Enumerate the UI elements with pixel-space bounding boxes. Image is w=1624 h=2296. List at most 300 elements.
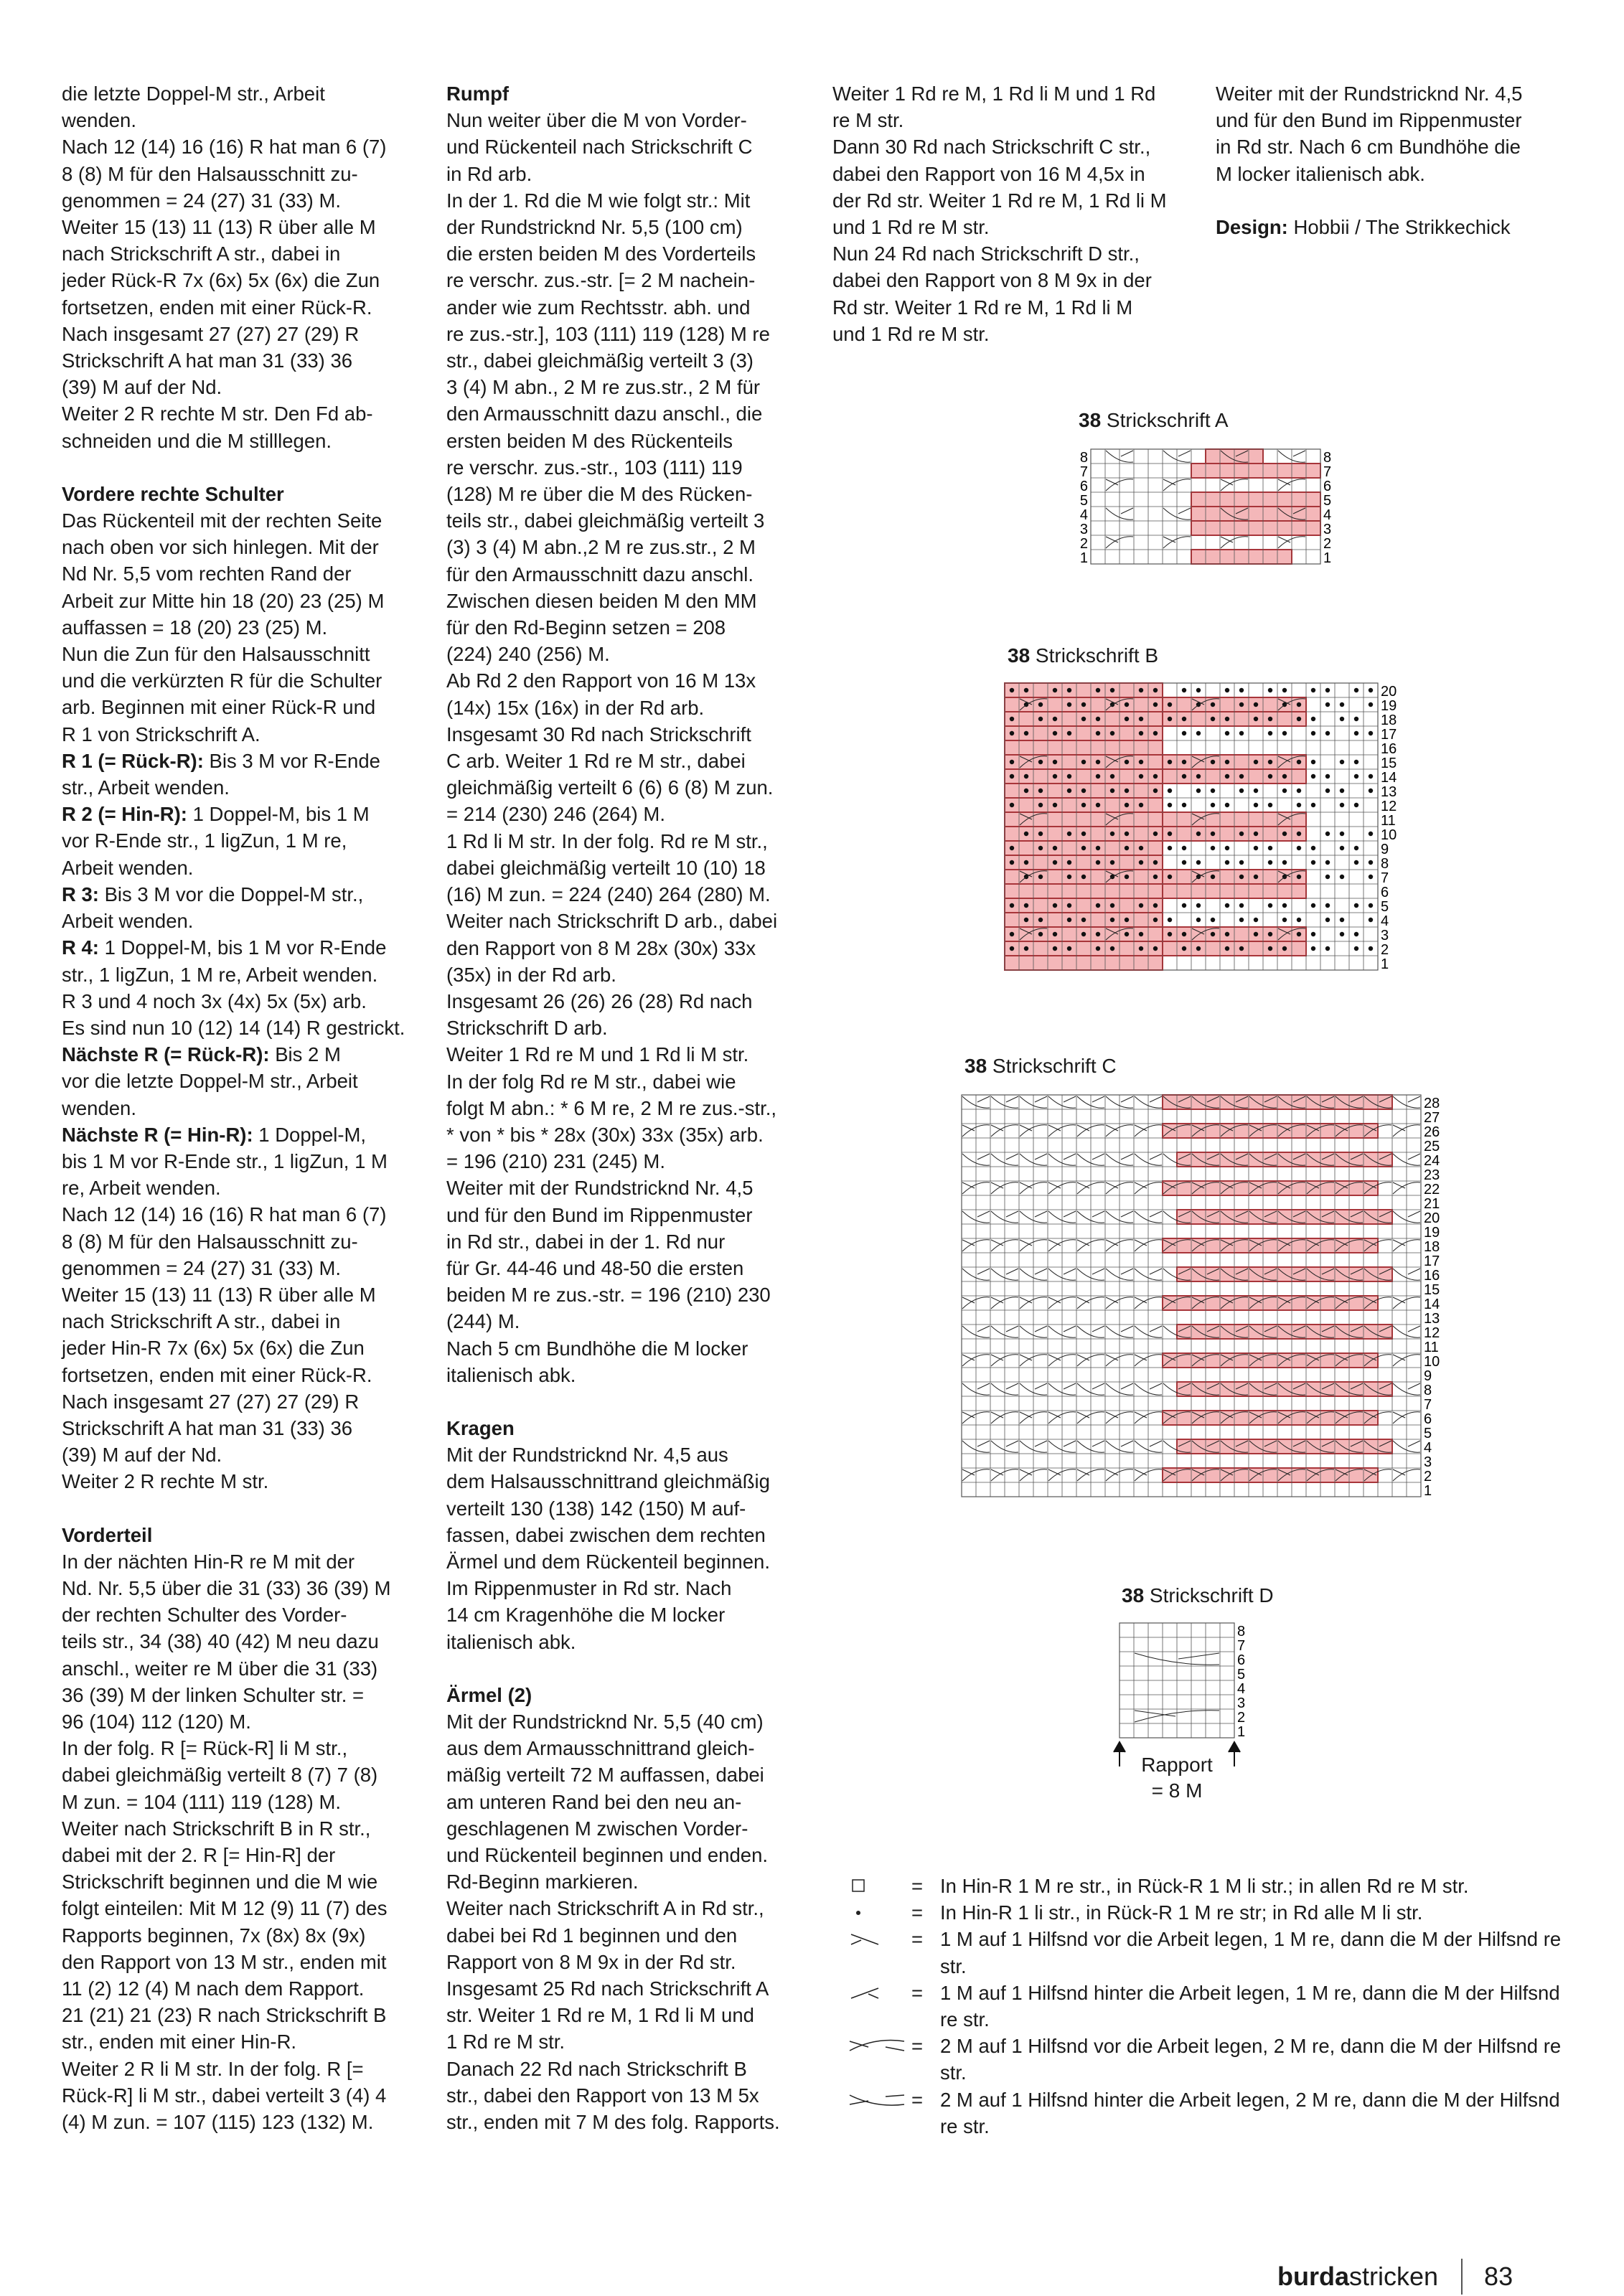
line-text: der rechten Schulter des Vorder- — [62, 1604, 347, 1627]
line-text: auffassen = 18 (20) 23 (25) M. — [62, 616, 328, 639]
line-text: und Rückenteil beginnen und enden. — [446, 1844, 769, 1866]
line-text: (16) M zun. = 224 (240) 264 (280) M. — [446, 883, 771, 906]
text-line — [446, 1895, 805, 1921]
row-number: 12 — [1424, 1325, 1440, 1341]
purl-dot — [1297, 789, 1301, 793]
brand-logo: burdastricken — [1277, 2262, 1439, 2291]
text-line — [62, 881, 421, 908]
purl-dot — [1153, 789, 1158, 793]
text-line — [62, 161, 421, 187]
row-number: 1 — [1323, 550, 1332, 566]
pattern-band — [1163, 1296, 1378, 1310]
text-line — [62, 534, 421, 560]
line-text: Mit der Rundstricknd Nr. 5,5 (40 cm) — [446, 1710, 764, 1733]
purl-dot — [1053, 903, 1057, 908]
line-text: den Rapport von 8 M 28x (30x) 33x — [446, 936, 756, 959]
text-line — [832, 107, 1191, 133]
purl-dot — [1139, 760, 1143, 764]
line-text: re verschr. zus.-str., 103 (111) 119 — [446, 456, 743, 479]
purl-dot — [1254, 875, 1258, 879]
purl-dot — [1024, 688, 1028, 692]
section-heading: Vordere rechte Schulter — [62, 482, 284, 505]
line-text: 1 Doppel-M, bis 1 M — [187, 803, 370, 826]
dot-icon — [847, 1899, 911, 1926]
line-text: folgt M abn.: * 6 M re, 2 M re zus.-str., — [446, 1096, 777, 1119]
purl-dot — [1211, 760, 1215, 764]
pattern-band — [1005, 956, 1163, 970]
purl-dot — [1254, 803, 1258, 807]
line-text: dabei gleichmäßig verteilt 8 (7) 7 (8) — [62, 1764, 378, 1787]
row-number: 2 — [1381, 942, 1389, 958]
line-text: geschlagenen M zwischen Vorder- — [446, 1817, 748, 1840]
text-line — [62, 1708, 421, 1735]
row-number: 7 — [1424, 1397, 1432, 1413]
text-column-2 — [446, 80, 805, 2135]
line-text: Arbeit zur Mitte hin 18 (20) 23 (25) M — [62, 589, 385, 612]
line-text: M zun. = 104 (111) 119 (128) M. — [62, 1790, 342, 1813]
purl-dot — [1038, 846, 1043, 850]
purl-dot — [1010, 688, 1014, 692]
row-number: 3 — [1079, 522, 1088, 537]
text-line — [62, 1175, 421, 1201]
strickschrift-d-chart — [1105, 1623, 1277, 1766]
purl-dot — [1340, 875, 1344, 879]
purl-dot — [1024, 946, 1028, 951]
pattern-band — [1191, 521, 1320, 535]
line-text: fortsetzen, enden mit einer Rück-R. — [62, 296, 372, 319]
legend-row — [847, 2086, 1564, 2140]
line-text: In der folg Rd re M str., dabei wie — [446, 1070, 736, 1093]
purl-dot — [1369, 875, 1373, 879]
text-line — [446, 667, 805, 694]
row-number: 8 — [1079, 450, 1088, 466]
line-text: in Rd arb. — [446, 162, 532, 185]
text-line — [62, 1388, 421, 1415]
purl-dot — [1354, 946, 1358, 951]
text-line — [62, 641, 421, 667]
line-text: 3 (4) M abn., 2 M re zus.str., 2 M für — [446, 376, 761, 399]
purl-dot — [1125, 875, 1129, 879]
line-text: schneiden und die M stilllegen. — [62, 429, 332, 452]
row-number: 16 — [1424, 1268, 1440, 1284]
purl-dot — [1354, 860, 1358, 865]
purl-dot — [1182, 946, 1186, 951]
row-number: 4 — [1424, 1440, 1432, 1456]
purl-dot — [1125, 846, 1129, 850]
purl-dot — [1081, 846, 1086, 850]
line-text: wenden. — [62, 109, 136, 132]
purl-dot — [1096, 731, 1100, 735]
purl-dot — [1196, 918, 1201, 922]
purl-dot — [1340, 760, 1344, 764]
row-number: 17 — [1381, 727, 1397, 743]
text-line — [446, 1015, 805, 1041]
row-number: 5 — [1424, 1426, 1432, 1441]
text-line — [1216, 80, 1574, 107]
line-text: (244) M. — [446, 1310, 520, 1333]
purl-dot — [1010, 774, 1014, 778]
purl-dot — [1053, 760, 1057, 764]
purl-dot — [1053, 688, 1057, 692]
purl-dot — [1282, 918, 1287, 922]
line-text: Strickschrift A hat man 31 (33) 36 — [62, 349, 353, 372]
line-text: 21 (21) 21 (23) R nach Strickschrift B — [62, 2004, 387, 2027]
text-line — [446, 561, 805, 588]
line-text: (3) 3 (4) M abn.,2 M re zus.str., 2 M — [446, 536, 756, 559]
text-line — [832, 294, 1191, 321]
purl-dot — [1110, 688, 1114, 692]
bold-lead: R 4: — [62, 936, 99, 959]
text-line — [446, 133, 805, 160]
line-text: für Gr. 44-46 und 48-50 die ersten — [446, 1256, 744, 1279]
purl-dot — [1139, 846, 1143, 850]
purl-dot — [1369, 774, 1373, 778]
purl-dot — [1096, 860, 1100, 865]
text-line — [446, 1548, 805, 1575]
text-line — [62, 507, 421, 534]
text-line — [62, 1922, 421, 1949]
text-line — [446, 1281, 805, 1308]
row-number: 1 — [1381, 956, 1389, 972]
row-number: 20 — [1424, 1210, 1440, 1226]
text-line — [62, 347, 421, 374]
text-line — [62, 1362, 421, 1388]
purl-dot — [1010, 903, 1014, 908]
purl-dot — [1038, 832, 1043, 836]
line-text: jeder Rück-R 7x (6x) 5x (6x) die Zun — [62, 269, 380, 292]
purl-dot — [1282, 946, 1287, 951]
purl-dot — [1024, 789, 1028, 793]
text-line — [446, 481, 805, 507]
text-line — [446, 428, 805, 454]
text-line — [62, 801, 421, 827]
purl-dot — [1325, 875, 1330, 879]
line-text: Arbeit wenden. — [62, 910, 194, 933]
text-line — [446, 240, 805, 267]
purl-dot — [1153, 860, 1158, 865]
line-text: genommen = 24 (27) 31 (33) M. — [62, 1256, 342, 1279]
text-line — [62, 694, 421, 720]
line-text: Nach insgesamt 27 (27) 27 (29) R — [62, 1390, 360, 1413]
line-text: Weiter mit der Rundstricknd Nr. 4,5 — [446, 1177, 754, 1200]
purl-dot — [1125, 932, 1129, 936]
line-text: Weiter 1 Rd re M und 1 Rd li M str. — [446, 1043, 749, 1066]
purl-dot — [1225, 760, 1229, 764]
purl-dot — [1282, 903, 1287, 908]
purl-dot — [1038, 717, 1043, 721]
line-text: str., enden mit 7 M des folg. Rapports. — [446, 2111, 780, 2134]
rapport-label — [1116, 1752, 1238, 1804]
line-text: str., Arbeit wenden. — [62, 776, 230, 799]
purl-dot — [1153, 918, 1158, 922]
row-number: 2 — [1079, 536, 1088, 552]
line-text: in Rd str., dabei in der 1. Rd nur — [446, 1230, 726, 1253]
purl-dot — [1182, 717, 1186, 721]
purl-dot — [1225, 717, 1229, 721]
row-number: 1 — [1424, 1483, 1432, 1499]
purl-dot — [1354, 903, 1358, 908]
row-number: 11 — [1381, 813, 1396, 829]
purl-dot — [1139, 731, 1143, 735]
text-column-4 — [1216, 80, 1574, 240]
purl-dot — [1125, 717, 1129, 721]
purl-dot — [1340, 803, 1344, 807]
purl-dot — [1067, 918, 1071, 922]
purl-dot — [1311, 717, 1315, 721]
text-line — [446, 347, 805, 374]
text-line — [446, 1068, 805, 1095]
text-column-3 — [832, 80, 1191, 347]
purl-dot — [1010, 717, 1014, 721]
line-text: den Rapport von 13 M str., enden mit — [62, 1950, 387, 1973]
purl-dot — [1369, 860, 1373, 865]
line-text: verteilt 130 (138) 142 (150) M auf- — [446, 1497, 746, 1520]
line-text: für den Armausschnitt dazu anschl. — [446, 563, 754, 585]
purl-dot — [1053, 717, 1057, 721]
row-number: 2 — [1424, 1469, 1432, 1485]
text-line — [446, 2082, 805, 2109]
line-text: str., enden mit einer Hin-R. — [62, 2031, 297, 2053]
rapport-line-1: Rapport — [1141, 1754, 1213, 1776]
row-number: 6 — [1079, 479, 1088, 494]
line-text: italienisch abk. — [446, 1363, 576, 1386]
line-text: vor R-Ende str., 1 ligZun, 1 M re, — [62, 829, 347, 852]
row-number: 17 — [1424, 1253, 1440, 1269]
purl-dot — [1340, 932, 1344, 936]
pattern-band — [1163, 1468, 1378, 1482]
purl-dot — [1225, 903, 1229, 908]
purl-dot — [1196, 688, 1201, 692]
line-text: M locker italienisch abk. — [1216, 162, 1425, 185]
row-number: 19 — [1381, 698, 1397, 714]
purl-dot — [1311, 846, 1315, 850]
legend-row — [847, 2033, 1564, 2086]
purl-dot — [1067, 860, 1071, 865]
text-column-1 — [62, 80, 421, 2135]
row-number: 9 — [1424, 1368, 1432, 1384]
line-text: Danach 22 Rd nach Strickschrift B — [446, 2057, 747, 2080]
text-line — [62, 1655, 421, 1682]
purl-dot — [1268, 760, 1272, 764]
purl-dot — [1239, 918, 1244, 922]
line-text: und 1 Rd re M str. — [832, 322, 990, 345]
purl-dot — [1067, 774, 1071, 778]
legend-text: 1 M auf 1 Hilfsnd hinter die Arbeit legen, 1 M re, dann die M der Hilfsnd re str. — [940, 1981, 1560, 2031]
text-line — [446, 1949, 805, 1975]
purl-dot — [1340, 702, 1344, 707]
row-number: 16 — [1381, 741, 1397, 757]
text-line — [62, 721, 421, 748]
purl-dot — [1067, 702, 1071, 707]
purl-dot — [1139, 946, 1143, 951]
row-number: 26 — [1424, 1124, 1440, 1140]
text-line — [62, 321, 421, 347]
pattern-band — [1163, 1238, 1378, 1253]
purl-dot — [1168, 702, 1172, 707]
line-text: str., dabei gleichmäßig verteilt 3 (3) — [446, 349, 754, 372]
text-line — [62, 2109, 421, 2135]
legend-equals: = — [911, 2088, 924, 2111]
row-number: 6 — [1237, 1652, 1246, 1668]
text-line — [446, 1629, 805, 1655]
line-text: * von * bis * 28x (30x) 33x (35x) arb. — [446, 1123, 764, 1146]
strickschrift-a-chart — [1069, 449, 1356, 571]
line-text: Nun die Zun für den Halsausschnitt — [62, 643, 370, 666]
line-text: In der folg. R [= Rück-R] li M str., — [62, 1737, 348, 1760]
page-number: 83 — [1484, 2262, 1513, 2291]
purl-dot — [1081, 932, 1086, 936]
text-line — [446, 961, 805, 988]
purl-dot — [1297, 918, 1301, 922]
purl-dot — [1311, 688, 1315, 692]
line-text: dabei mit der 2. R [= Hin-R] der — [62, 1844, 336, 1866]
purl-dot — [1369, 832, 1373, 836]
purl-dot — [1067, 832, 1071, 836]
legend-row — [847, 1980, 1564, 2033]
pattern-band — [1191, 464, 1320, 478]
line-text: Nd. Nr. 5,5 über die 31 (33) 36 (39) M — [62, 1576, 391, 1599]
text-line — [446, 1761, 805, 1788]
purl-dot — [1297, 846, 1301, 850]
purl-dot — [1067, 903, 1071, 908]
purl-dot — [1196, 774, 1201, 778]
pattern-band — [1005, 812, 1163, 827]
line-text: (128) M re über die M des Rücken- — [446, 483, 753, 506]
line-text: und für den Bund im Rippenmuster — [446, 1203, 753, 1226]
purl-dot — [1038, 760, 1043, 764]
legend-row — [847, 1926, 1564, 1979]
purl-dot — [1038, 918, 1043, 922]
purl-dot — [1297, 832, 1301, 836]
text-line — [62, 400, 421, 427]
row-number: 21 — [1424, 1196, 1440, 1212]
text-line — [62, 1015, 421, 1041]
line-text: beiden M re zus.-str. = 196 (210) 230 — [446, 1284, 771, 1307]
line-text: Insgesamt 25 Rd nach Strickschrift A — [446, 1977, 769, 2000]
line-text: nach Strickschrift A str., dabei in — [62, 243, 341, 265]
row-number: 5 — [1381, 899, 1389, 915]
purl-dot — [1139, 717, 1143, 721]
purl-dot — [1311, 731, 1315, 735]
row-number: 15 — [1381, 756, 1397, 771]
pattern-band — [1163, 1411, 1378, 1425]
purl-dot — [1311, 774, 1315, 778]
purl-dot — [1168, 832, 1172, 836]
purl-dot — [1311, 803, 1315, 807]
line-text: genommen = 24 (27) 31 (33) M. — [62, 189, 342, 212]
purl-dot — [1282, 688, 1287, 692]
text-line — [62, 961, 421, 988]
purl-dot — [1268, 860, 1272, 865]
purl-dot — [1168, 846, 1172, 850]
line-text: Rapports beginnen, 7x (8x) 8x (9x) — [62, 1924, 366, 1947]
text-line — [446, 1121, 805, 1148]
line-text: R 1 von Strickschrift A. — [62, 723, 261, 745]
purl-dot — [1182, 688, 1186, 692]
purl-dot — [1340, 717, 1344, 721]
purl-dot — [1340, 789, 1344, 793]
line-text: Nach 5 cm Bundhöhe die M locker — [446, 1337, 748, 1360]
row-number: 8 — [1381, 856, 1389, 872]
purl-dot — [1024, 832, 1028, 836]
purl-dot — [1053, 803, 1057, 807]
purl-dot — [1125, 702, 1129, 707]
purl-dot — [1010, 846, 1014, 850]
purl-dot — [1053, 731, 1057, 735]
purl-dot — [1053, 860, 1057, 865]
purl-dot — [1254, 760, 1258, 764]
purl-dot — [1182, 760, 1186, 764]
text-line — [62, 2082, 421, 2109]
chart-a-title: 38 Strickschrift A — [1079, 409, 1229, 431]
purl-dot — [1081, 832, 1086, 836]
text-line — [446, 1175, 805, 1201]
purl-dot — [1038, 789, 1043, 793]
line-text: nach Strickschrift A str., dabei in — [62, 1310, 341, 1333]
purl-dot — [1038, 932, 1043, 936]
row-number: 4 — [1381, 913, 1389, 929]
text-line — [62, 588, 421, 614]
chart-d-title: 38 Strickschrift D — [1122, 1584, 1274, 1606]
row-number: 22 — [1424, 1182, 1440, 1198]
line-text: Es sind nun 10 (12) 14 (14) R gestrickt. — [62, 1016, 405, 1039]
line-text: (39) M auf der Nd. — [62, 376, 222, 399]
row-number: 3 — [1424, 1454, 1432, 1470]
purl-dot — [1139, 903, 1143, 908]
line-text: Arbeit wenden. — [62, 856, 194, 879]
bold-lead: Design: — [1216, 215, 1288, 238]
text-line — [1216, 214, 1574, 240]
row-number: 20 — [1381, 684, 1397, 700]
line-text: re M str. — [832, 109, 904, 132]
line-text: 36 (39) M der linken Schulter str. = — [62, 1683, 365, 1706]
text-line — [62, 214, 421, 240]
text-line — [446, 1735, 805, 1761]
purl-dot — [1325, 789, 1330, 793]
paragraph-gap — [446, 1388, 805, 1415]
text-line — [446, 1789, 805, 1815]
purl-dot — [1354, 774, 1358, 778]
text-line — [62, 1281, 421, 1308]
line-text: gleichmäßig verteilt 6 (6) 6 (8) M zun. — [446, 776, 774, 799]
purl-dot — [1096, 803, 1100, 807]
purl-dot — [1254, 832, 1258, 836]
line-text: Ärmel und dem Rückenteil beginnen. — [446, 1550, 770, 1573]
text-line — [62, 374, 421, 400]
purl-dot — [1254, 918, 1258, 922]
purl-dot — [1311, 946, 1315, 951]
line-text: 11 (2) 12 (4) M nach dem Rapport. — [62, 1977, 365, 2000]
purl-dot — [1268, 717, 1272, 721]
line-text: Weiter nach Strickschrift D arb., dabei — [446, 910, 778, 933]
purl-dot — [1211, 832, 1215, 836]
purl-dot — [1038, 875, 1043, 879]
cable-2-back-icon — [847, 2086, 911, 2113]
text-line — [832, 133, 1191, 160]
text-line — [446, 1708, 805, 1735]
line-text: teils str., 34 (38) 40 (42) M neu dazu — [62, 1630, 379, 1653]
line-text: dabei den Rapport von 8 M 9x in der — [832, 269, 1152, 292]
purl-dot — [1340, 846, 1344, 850]
legend-text: In Hin-R 1 M re str., in Rück-R 1 M li str.; in allen Rd re M str. — [940, 1875, 1469, 1897]
cable-2-front-icon — [847, 2033, 911, 2059]
legend-equals: = — [911, 2035, 924, 2058]
line-text: Im Rippenmuster in Rd str. Nach — [446, 1577, 732, 1600]
text-line — [446, 507, 805, 534]
text-line — [446, 1468, 805, 1495]
purl-dot — [1139, 932, 1143, 936]
row-number: 28 — [1424, 1096, 1440, 1111]
